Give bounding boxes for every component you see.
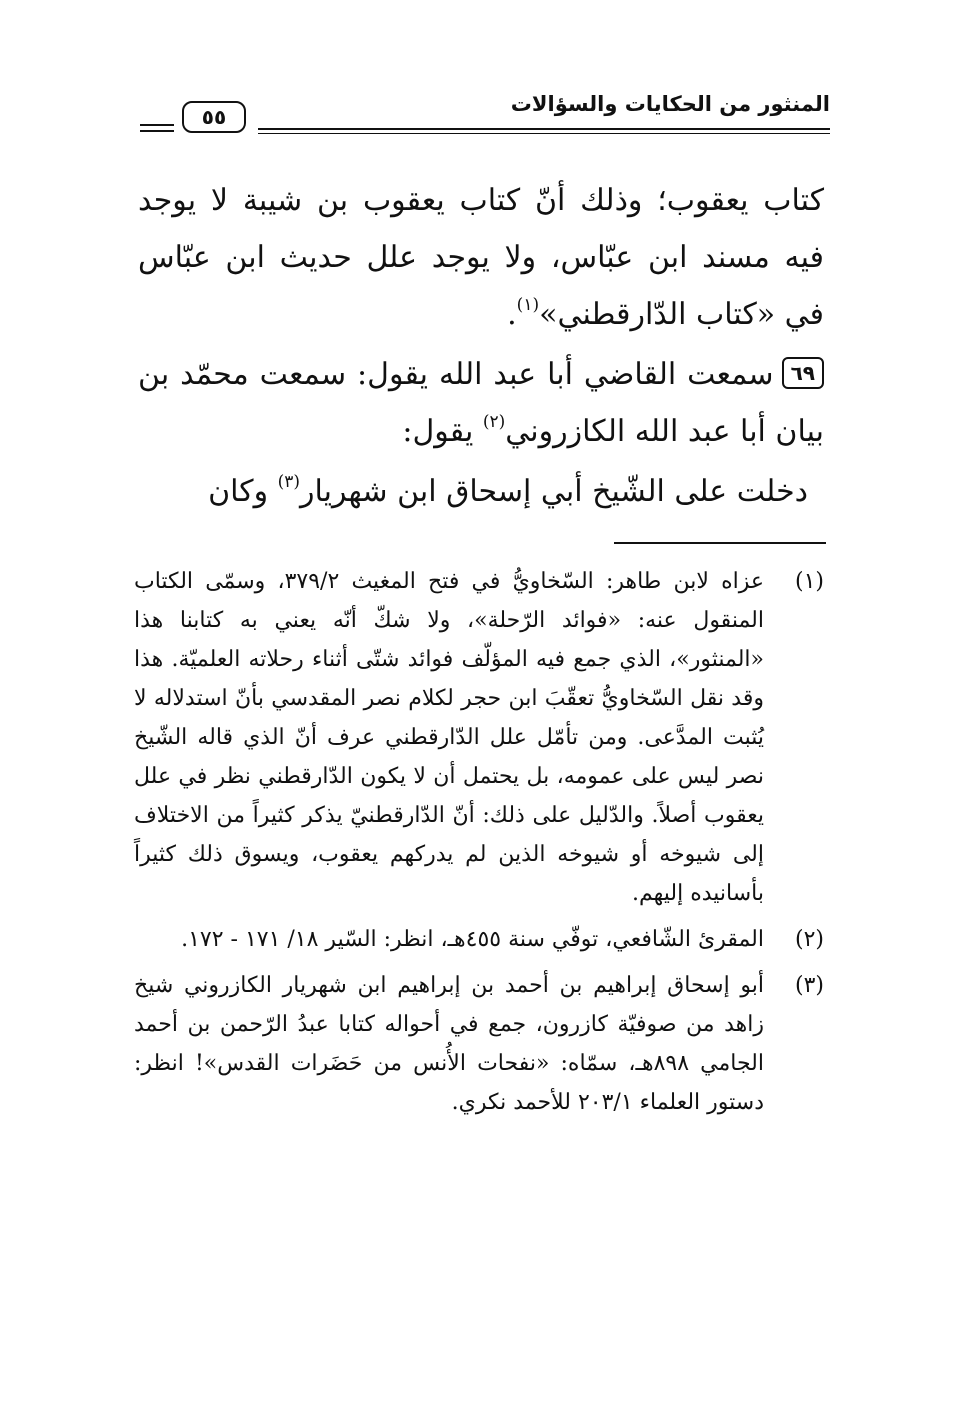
paragraph (138, 463, 824, 520)
footnote (134, 920, 824, 959)
paragraph-text: سمعت القاضي أبا عبد الله يقول: سمعت محمّد بن بيان أبا عبد الله الكازروني (138, 357, 824, 449)
paragraph (138, 172, 824, 343)
paragraph-end: . (507, 297, 517, 332)
footnote-text: أبو إسحاق إبراهيم بن أحمد بن إبراهيم ابن شهريار الكازروني شيخ زاهد من صوفيّة كازرون، جمع في أحواله كتابا عبدُ الرّحمن بن أحمد الجامي ٨٩٨هـ، سمّاه: «نفحات الأُنس من حَضَرات القدس»! انظر: دستور العلماء ٢٠٣/١ للأحمد نكري. (134, 973, 764, 1115)
paragraph-text: وكان (208, 474, 278, 509)
footnote-ref: (٣) (277, 472, 301, 492)
paragraph-text: كتاب يعقوب؛ وذلك أنّ كتاب يعقوب بن شيبة لا يوجد فيه مسند ابن عبّاس، ولا يوجد علل حديث ابن عبّاس في «كتاب الدّارقطني» (138, 183, 824, 332)
page-number: ٥٥ (182, 101, 246, 133)
header-rule-short-lower (140, 130, 174, 132)
header-rule-long-lower (258, 133, 830, 134)
page-header (140, 92, 830, 142)
footnotes (134, 562, 824, 1129)
footnote-number: (٣) (794, 973, 824, 998)
footnote-separator (614, 542, 826, 544)
footnote-number: (٢) (794, 927, 824, 952)
footnote-ref: (٢) (482, 412, 506, 432)
footnote (134, 562, 824, 913)
footnote-text: المقرئ الشّافعي، توفّي سنة ٤٥٥هـ، انظر: السّير ١٨/ ١٧١ - ١٧٢. (181, 927, 764, 952)
footnote-ref: (١) (516, 295, 540, 315)
running-title: المنثور من الحكايات والسؤالات (510, 92, 830, 116)
footnote-number: (١) (794, 569, 824, 594)
main-text (138, 172, 824, 520)
footnote-text: عزاه لابن طاهر: السّخاويُّ في فتح المغيث ٣٧٩/٢، وسمّى الكتاب المنقول عنه: «فوائد الرّحلة»، ولا شكّ أنّه يعني به كتابنا هذا «المنثور»، الذي جمع فيه المؤلّف فوائد شتّى أثناء رحلاته العلميّة. هذا وقد نقل السّخاويُّ تعقّبَ ابن حجر لكلام نصر المقدسي بأنّ استدلاله لا يُثبت المدَّعى. ومن تأمّل علل الدّارقطني عرف أنّ الذي قاله الشّيخ نصر ليس على عمومه، بل يحتمل أن لا يكون الدّارقطني نظر في علل يعقوب أصلاً. والدّليل على ذلك: أنّ الدّارقطنيّ يذكر كثيراً من الاختلاف إلى شيوخه أو شيوخه الذين لم يدركهم يعقوب، ويسوق ذلك كثيراً بأسانيده إليهم. (134, 569, 764, 906)
paragraph (138, 346, 824, 460)
paragraph-text: دخلت على الشّيخ أبي إسحاق ابن شهريار (300, 474, 808, 509)
header-rule-short (140, 124, 174, 126)
item-number-badge: ٦٩ (782, 357, 824, 389)
header-rule-long (258, 128, 830, 130)
paragraph-text: يقول: (402, 414, 483, 449)
footnote (134, 966, 824, 1122)
